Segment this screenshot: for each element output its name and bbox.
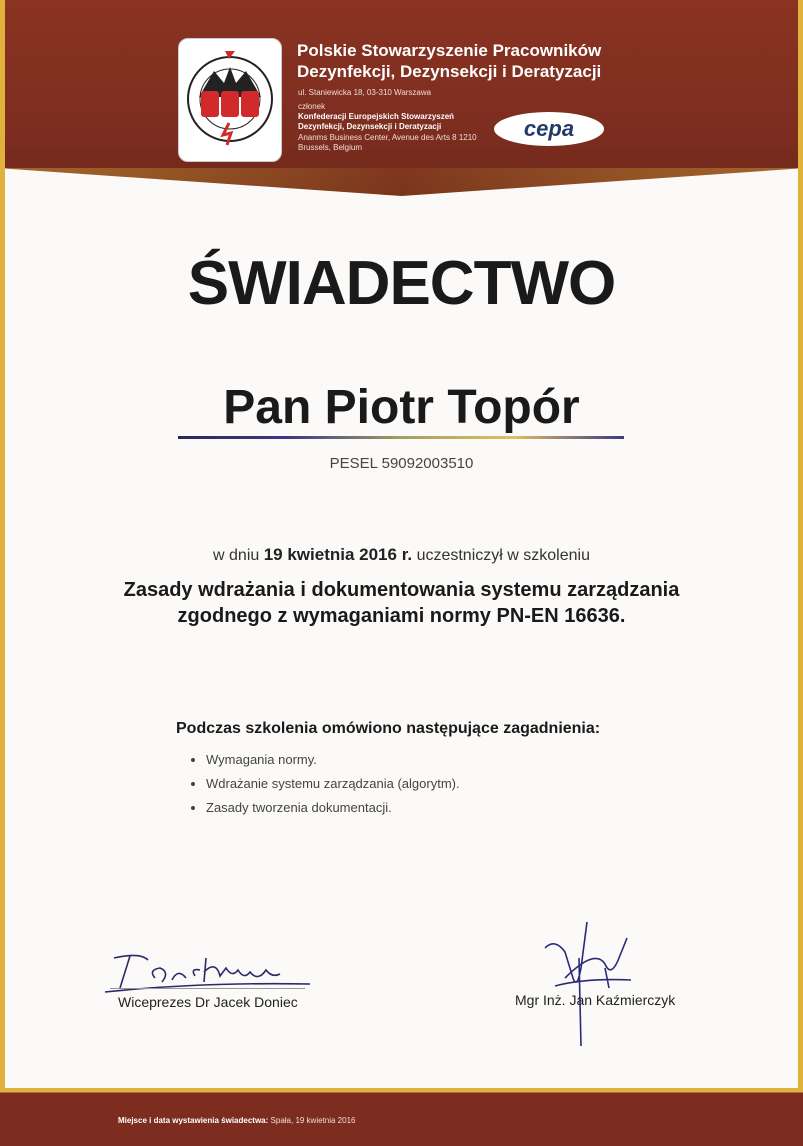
signature-right — [535, 918, 645, 1048]
org-name-line2: Dezynfekcji, Dezynsekcji i Deratyzacji — [297, 62, 602, 81]
document-title: ŚWIADECTWO — [187, 249, 616, 318]
issue-label: Miejsce i data wystawienia świadectwa: — [118, 1116, 269, 1125]
issue-value: Spała, 19 kwietnia 2016 — [270, 1116, 356, 1125]
confederation-name: Konfederacji Europejskich Stowarzyszeń Dezynfekcji, Dezynsekcji i Deratyzacji — [298, 112, 455, 131]
header-band — [5, 0, 798, 196]
course-title-line1: Zasady wdrażania i dokumentowania systemu zarządzania — [123, 579, 680, 601]
attendance-prefix: w dniu — [213, 547, 260, 564]
signature-line-left — [110, 988, 305, 989]
ddd-logo — [178, 38, 282, 162]
list-item: • Zasady tworzenia dokumentacji. — [206, 796, 460, 820]
cepa-logo: cepa — [494, 112, 604, 146]
attendance-statement — [0, 545, 803, 565]
attendance-suffix: uczestniczył w szkoleniu — [416, 547, 590, 564]
list-item: • Wdrażanie systemu zarządzania (algorytm). — [206, 772, 460, 796]
organization-name — [297, 40, 657, 82]
org-address: ul. Staniewicka 18, 03-310 Warszawa — [298, 88, 432, 97]
recipient-name: Pan Piotr Topór — [223, 381, 580, 434]
name-underline — [178, 436, 624, 439]
topics-heading: Podczas szkolenia omówiono następujące zagadnienia: — [176, 720, 601, 737]
right-signer-name: Mgr Inż. Jan Kaźmierczyk — [515, 992, 676, 1008]
topics-list — [188, 748, 460, 820]
org-name-line1: Polskie Stowarzyszenie Pracowników — [297, 41, 602, 60]
member-label: członek — [298, 102, 326, 111]
course-title-line2: zgodnego z wymaganiami normy PN-EN 16636. — [177, 605, 626, 627]
left-gold-border — [0, 0, 5, 1146]
training-date: 19 kwietnia 2016 r. — [263, 545, 413, 564]
confederation-address: Ananms Business Center, Avenue des Arts 8 1210 Brussels, Belgium — [298, 133, 477, 152]
left-signer-name: Wiceprezes Dr Jacek Doniec — [118, 994, 298, 1010]
signature-left — [100, 948, 320, 998]
right-gold-border — [798, 0, 803, 1146]
list-item: • Wymagania normy. — [206, 748, 460, 772]
issue-place-date — [118, 1116, 355, 1125]
course-title — [80, 577, 723, 629]
pesel-number: PESEL 59092003510 — [329, 455, 474, 472]
